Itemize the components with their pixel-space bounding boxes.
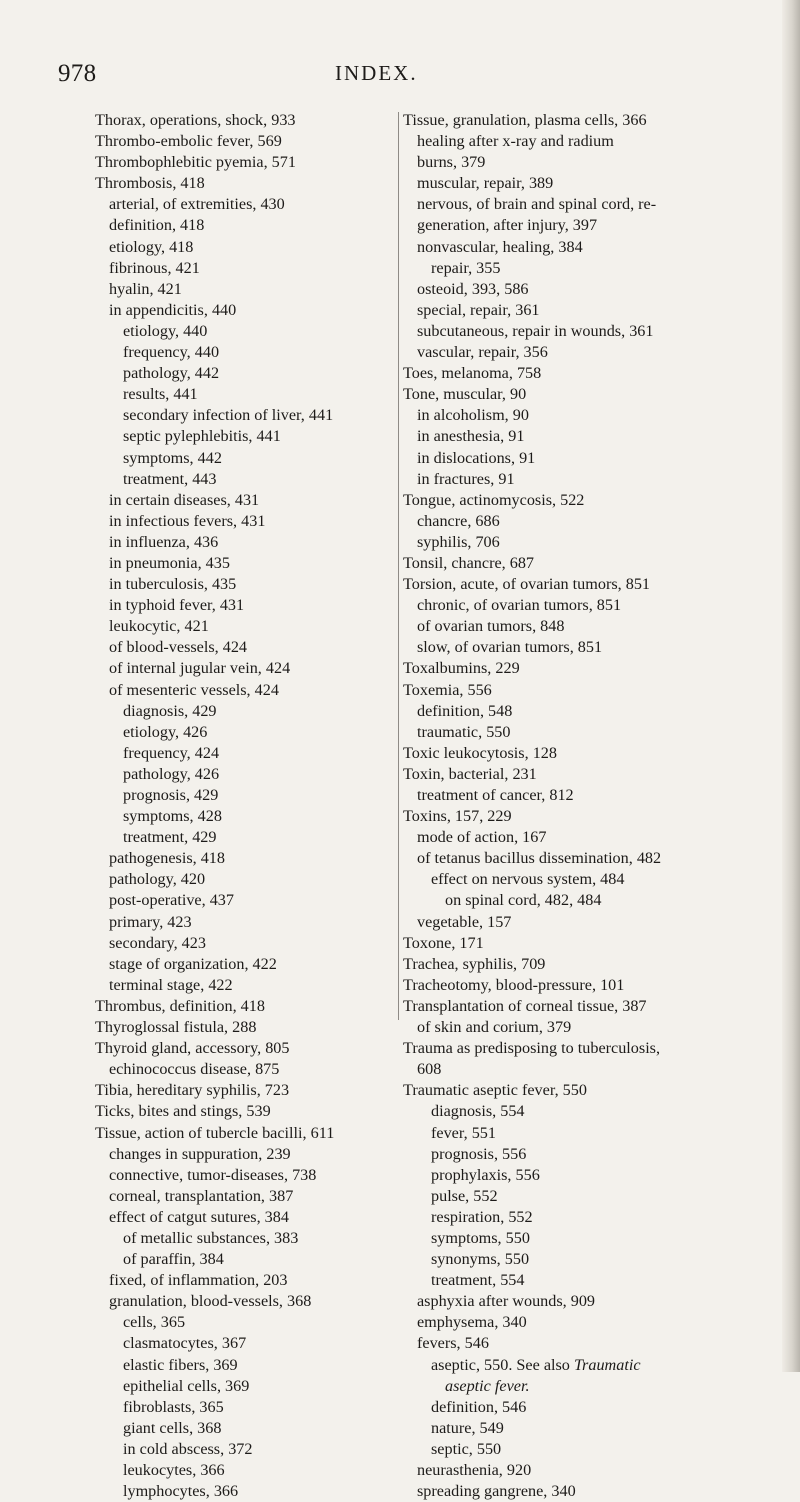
index-entry (95, 1460, 405, 1481)
index-entry (403, 258, 783, 279)
index-entry-text: muscular, repair, 389 (417, 174, 554, 193)
index-entry-text: treatment, 443 (123, 469, 217, 488)
page-header (0, 60, 800, 94)
index-entry-text: aseptic, 550. See also (431, 1355, 574, 1374)
index-entry (403, 701, 783, 722)
index-entry (95, 1249, 405, 1270)
index-entry (403, 1080, 783, 1101)
index-entry-text: Ticks, bites and stings, 539 (95, 1102, 271, 1121)
index-entry-text: secondary infection of liver, 441 (123, 406, 334, 425)
index-entry-text: symptoms, 442 (123, 448, 222, 467)
index-entry (403, 890, 783, 911)
index-entry-text: Tissue, granulation, plasma cells, 366 (403, 111, 647, 129)
index-entry (403, 1270, 783, 1291)
index-entry (403, 1439, 783, 1460)
index-entry-text: Tonsil, chancre, 687 (403, 553, 535, 572)
index-entry-text: vegetable, 157 (417, 912, 512, 931)
index-entry (403, 448, 783, 469)
index-entry-text: Toxin, bacterial, 231 (403, 764, 537, 783)
index-entry (95, 300, 405, 321)
index-entry-text: leukocytes, 366 (123, 1461, 225, 1479)
index-entry-italic: aseptic fever. (445, 1376, 530, 1395)
index-entry (403, 363, 783, 384)
index-entry-text: cells, 365 (123, 1313, 186, 1332)
page-edge-shadow (782, 0, 800, 1372)
index-entry-text: mode of action, 167 (417, 828, 547, 847)
index-entry-text: neurasthenia, 920 (417, 1461, 532, 1479)
index-entry (95, 869, 405, 890)
index-entry (95, 1333, 405, 1354)
index-entry-text: in fractures, 91 (417, 469, 515, 488)
index-entry-text: Torsion, acute, of ovarian tumors, 851 (403, 575, 651, 594)
index-entry (403, 1418, 783, 1439)
index-entry (95, 848, 405, 869)
index-entry-text: Thrombosis, 418 (95, 174, 205, 193)
index-entry-text: definition, 548 (417, 701, 513, 720)
index-entry (403, 680, 783, 701)
index-entry-text: etiology, 426 (123, 722, 208, 741)
index-entry (95, 1144, 405, 1165)
index-entry (95, 215, 405, 236)
index-entry-text: septic pylephlebitis, 441 (123, 427, 281, 446)
index-entry (403, 110, 783, 131)
index-entry-text: clasmatocytes, 367 (123, 1334, 247, 1353)
index-entry-text: in pneumonia, 435 (109, 553, 230, 572)
index-entry (95, 912, 405, 933)
index-entry (403, 1481, 783, 1502)
index-entry-text: definition, 418 (109, 216, 205, 235)
index-entry (95, 237, 405, 258)
index-entry-text: Tissue, action of tubercle bacilli, 611 (95, 1123, 335, 1142)
index-entry (95, 1418, 405, 1439)
index-entry (403, 173, 783, 194)
index-entry (95, 1080, 405, 1101)
index-entry (403, 279, 783, 300)
index-entry (403, 215, 783, 236)
index-entry-text: epithelial cells, 369 (123, 1376, 250, 1395)
index-entry (403, 511, 783, 532)
index-entry-text: pathology, 420 (109, 870, 206, 889)
index-entry (95, 933, 405, 954)
index-entry (403, 616, 783, 637)
index-entry (95, 1355, 405, 1376)
index-entry-text: respiration, 552 (431, 1207, 533, 1226)
index-entry-text: Toxemia, 556 (403, 680, 492, 699)
index-entry (403, 722, 783, 743)
index-entry-text: fevers, 546 (417, 1334, 489, 1353)
index-entry-text: in influenza, 436 (109, 532, 219, 551)
index-entry (403, 405, 783, 426)
index-entry (95, 1228, 405, 1249)
index-entry (95, 553, 405, 574)
index-entry-text: changes in suppuration, 239 (109, 1144, 291, 1163)
index-entry-text: etiology, 418 (109, 237, 194, 256)
index-entry (95, 701, 405, 722)
index-entry-text: diagnosis, 429 (123, 701, 217, 720)
index-entry-text: prognosis, 556 (431, 1144, 527, 1163)
index-entry-text: primary, 423 (109, 912, 192, 931)
index-entry (95, 1312, 405, 1333)
index-entry-text: symptoms, 550 (431, 1228, 530, 1247)
index-entry-italic: Traumatic (573, 1355, 641, 1374)
index-entry (95, 954, 405, 975)
index-entry-text: in appendicitis, 440 (109, 300, 237, 319)
running-head: INDEX. (335, 61, 418, 85)
index-entry-text: on spinal cord, 482, 484 (445, 891, 602, 910)
index-entry (95, 363, 405, 384)
index-entry (95, 1059, 405, 1080)
index-entry (95, 110, 405, 131)
index-entry-text: nature, 549 (431, 1418, 504, 1437)
index-entry (95, 1101, 405, 1122)
index-entry-text: in infectious fevers, 431 (109, 511, 266, 530)
index-entry-text: fixed, of inflammation, 203 (109, 1271, 288, 1290)
index-entry-text: nervous, of brain and spinal cord, re- (417, 195, 657, 214)
index-entry (95, 1270, 405, 1291)
index-entry-text: fibrinous, 421 (109, 258, 200, 277)
index-entry-text: septic, 550 (431, 1439, 502, 1458)
index-entry-text: special, repair, 361 (417, 300, 540, 319)
index-entry-text: asphyxia after wounds, 909 (417, 1292, 596, 1311)
page-number: 978 (58, 60, 97, 87)
index-entry-text: burns, 379 (417, 153, 486, 172)
index-entry (95, 1017, 405, 1038)
index-entry-text: of metallic substances, 383 (123, 1228, 299, 1247)
index-entry-text: arterial, of extremities, 430 (109, 195, 285, 214)
index-entry-text: Tracheotomy, blood-pressure, 101 (403, 975, 625, 994)
index-entry-text: emphysema, 340 (417, 1313, 527, 1332)
column-rule (398, 112, 399, 1020)
index-entry-text: corneal, transplantation, 387 (109, 1186, 294, 1205)
index-entry-text: in dislocations, 91 (417, 448, 536, 467)
index-entry-text: Toxins, 157, 229 (403, 807, 512, 826)
index-entry-text: Toes, melanoma, 758 (403, 364, 542, 383)
index-entry-text: in cold abscess, 372 (123, 1439, 253, 1458)
index-entry (403, 933, 783, 954)
index-entry (403, 1460, 783, 1481)
index-entry (403, 1123, 783, 1144)
index-entry-text: pathogenesis, 418 (109, 849, 225, 868)
index-entry-text: in alcoholism, 90 (417, 406, 529, 425)
index-entry (403, 1059, 783, 1080)
index-entry-text: post-operative, 437 (109, 891, 234, 910)
index-entry-text: healing after x-ray and radium (417, 132, 614, 151)
index-entry (95, 1397, 405, 1418)
index-entry-text: Thyroid gland, accessory, 805 (95, 1039, 290, 1058)
index-entry-text: fibroblasts, 365 (123, 1397, 224, 1416)
index-entry (95, 637, 405, 658)
index-entry-text: pathology, 442 (123, 364, 220, 383)
index-entry (95, 448, 405, 469)
index-entry-text: in tuberculosis, 435 (109, 575, 237, 594)
index-entry (95, 680, 405, 701)
index-entry-text: fever, 551 (431, 1123, 496, 1142)
index-entry (95, 152, 405, 173)
index-entry-text: Thyroglossal fistula, 288 (95, 1018, 257, 1037)
index-entry-text: Thrombo-embolic fever, 569 (95, 132, 282, 151)
index-entry (403, 1312, 783, 1333)
index-entry (403, 532, 783, 553)
index-entry (95, 722, 405, 743)
index-entry-text: leukocytic, 421 (109, 617, 209, 636)
index-entry-text: Thorax, operations, shock, 933 (95, 111, 296, 129)
index-entry (95, 426, 405, 447)
index-entry-text: frequency, 424 (123, 743, 220, 762)
index-entry (403, 1144, 783, 1165)
index-entry (403, 574, 783, 595)
index-entry (95, 1291, 405, 1312)
index-entry (403, 1207, 783, 1228)
index-entry (95, 1207, 405, 1228)
index-entry-text: of mesenteric vessels, 424 (109, 680, 279, 699)
index-entry (403, 1228, 783, 1249)
index-entry (403, 300, 783, 321)
index-entry-text: effect on nervous system, 484 (431, 870, 625, 889)
index-entry-text: 608 (417, 1060, 442, 1079)
index-entry-text: spreading gangrene, 340 (417, 1482, 576, 1501)
index-entry (95, 258, 405, 279)
index-entry (95, 469, 405, 490)
index-entry (95, 616, 405, 637)
index-entry (95, 574, 405, 595)
index-entry-text: traumatic, 550 (417, 722, 511, 741)
index-entry-text: treatment, 429 (123, 828, 217, 847)
index-entry-text: Tone, muscular, 90 (403, 385, 527, 404)
index-entry (403, 426, 783, 447)
index-entry (95, 743, 405, 764)
index-entry-text: granulation, blood-vessels, 368 (109, 1292, 312, 1311)
index-entry (95, 1376, 405, 1397)
index-entry-text: of ovarian tumors, 848 (417, 617, 565, 636)
index-entry-text: generation, after injury, 397 (417, 216, 598, 235)
index-entry-text: definition, 546 (431, 1397, 527, 1416)
index-entry (403, 806, 783, 827)
index-entry-text: prophylaxis, 556 (431, 1165, 540, 1184)
index-entry-text: Trauma as predisposing to tuberculosis, (403, 1039, 661, 1058)
index-entry (95, 806, 405, 827)
index-entry (403, 827, 783, 848)
index-entry-text: Transplantation of corneal tissue, 387 (403, 996, 647, 1015)
index-entry-text: in certain diseases, 431 (109, 490, 260, 509)
index-entry (95, 131, 405, 152)
index-entry (403, 131, 783, 152)
index-entry (403, 975, 783, 996)
index-entry (95, 490, 405, 511)
index-entry (403, 1165, 783, 1186)
index-entry (403, 1397, 783, 1418)
index-entry (403, 954, 783, 975)
index-entry-text: elastic fibers, 369 (123, 1355, 238, 1374)
index-entry (403, 764, 783, 785)
index-entry-text: pathology, 426 (123, 764, 220, 783)
index-entry (95, 658, 405, 679)
index-entry (95, 1481, 405, 1502)
index-entry-text: Trachea, syphilis, 709 (403, 954, 546, 973)
index-entry (403, 1355, 783, 1376)
index-column-right (403, 110, 783, 1502)
index-entry (95, 975, 405, 996)
index-entry-text: Toxone, 171 (403, 933, 484, 952)
index-entry (95, 511, 405, 532)
index-entry (95, 194, 405, 215)
index-entry (403, 637, 783, 658)
index-entry-text: subcutaneous, repair in wounds, 361 (417, 321, 654, 340)
index-entry-text: Tibia, hereditary syphilis, 723 (95, 1081, 290, 1100)
index-entry-text: of blood-vessels, 424 (109, 638, 248, 657)
index-entry (403, 553, 783, 574)
index-entry-text: Tongue, actinomycosis, 522 (403, 490, 585, 509)
index-entry (403, 1291, 783, 1312)
index-entry (403, 743, 783, 764)
index-entry-text: vascular, repair, 356 (417, 343, 548, 362)
index-entry (403, 1333, 783, 1354)
index-entry-text: frequency, 440 (123, 343, 220, 362)
index-entry (95, 785, 405, 806)
index-entry-text: slow, of ovarian tumors, 851 (417, 638, 603, 657)
index-entry (403, 595, 783, 616)
index-entry-text: etiology, 440 (123, 321, 208, 340)
index-entry-text: Traumatic aseptic fever, 550 (403, 1081, 587, 1100)
index-entry-text: terminal stage, 422 (109, 975, 233, 994)
index-entry (403, 152, 783, 173)
index-entry (403, 490, 783, 511)
index-entry-text: of tetanus bacillus dissemination, 482 (417, 849, 662, 868)
index-entry-text: giant cells, 368 (123, 1418, 222, 1437)
index-entry (403, 658, 783, 679)
index-entry (95, 996, 405, 1017)
index-entry (95, 1186, 405, 1207)
index-entry-text: symptoms, 428 (123, 807, 222, 826)
index-entry (95, 1123, 405, 1144)
index-entry-text: Thrombus, definition, 418 (95, 996, 265, 1015)
index-entry-text: in anesthesia, 91 (417, 427, 525, 446)
index-entry-text: in typhoid fever, 431 (109, 596, 245, 615)
index-entry (403, 1038, 783, 1059)
index-entry (403, 1101, 783, 1122)
index-entry-text: prognosis, 429 (123, 786, 219, 804)
index-entry-text: chancre, 686 (417, 511, 500, 530)
index-entry (403, 912, 783, 933)
index-entry (95, 595, 405, 616)
index-entry (403, 469, 783, 490)
index-entry (95, 173, 405, 194)
index-entry-text: stage of organization, 422 (109, 954, 277, 973)
index-entry (403, 237, 783, 258)
index-entry-text: effect of catgut sutures, 384 (109, 1207, 289, 1226)
index-entry-text: Toxalbumins, 229 (403, 659, 520, 678)
index-entry (403, 194, 783, 215)
index-entry (95, 1439, 405, 1460)
index-entry-text: chronic, of ovarian tumors, 851 (417, 596, 622, 615)
index-entry-text: of skin and corium, 379 (417, 1018, 572, 1037)
index-entry-text: Thrombophlebitic pyemia, 571 (95, 153, 296, 172)
index-entry (403, 321, 783, 342)
index-entry (95, 342, 405, 363)
index-entry (403, 785, 783, 806)
index-entry-text: Toxic leukocytosis, 128 (403, 743, 557, 762)
index-entry (95, 1165, 405, 1186)
index-entry-text: lymphocytes, 366 (123, 1482, 239, 1501)
index-entry-text: hyalin, 421 (109, 279, 182, 298)
index-column-left (95, 110, 405, 1502)
index-entry-text: osteoid, 393, 586 (417, 279, 529, 298)
index-entry (403, 1249, 783, 1270)
index-entry (403, 1186, 783, 1207)
index-entry (95, 321, 405, 342)
index-entry-text: diagnosis, 554 (431, 1102, 525, 1121)
index-entry-text: nonvascular, healing, 384 (417, 237, 583, 256)
index-entry (95, 384, 405, 405)
index-entry (403, 996, 783, 1017)
index-entry-text: syphilis, 706 (417, 532, 500, 551)
index-entry (95, 532, 405, 553)
index-entry-text: of internal jugular vein, 424 (109, 659, 291, 678)
index-entry-text: pulse, 552 (431, 1186, 498, 1205)
index-entry (95, 279, 405, 300)
index-entry-text: connective, tumor-diseases, 738 (109, 1165, 317, 1184)
index-entry (95, 890, 405, 911)
index-entry (403, 1017, 783, 1038)
index-entry-text: repair, 355 (431, 258, 501, 277)
index-entry-text: of paraffin, 384 (123, 1250, 224, 1269)
index-entry (403, 869, 783, 890)
index-entry-text: treatment, 554 (431, 1271, 525, 1290)
index-entry (95, 405, 405, 426)
index-entry (95, 827, 405, 848)
index-entry (403, 384, 783, 405)
index-entry-text: secondary, 423 (109, 933, 206, 952)
index-entry (95, 764, 405, 785)
index-entry (403, 342, 783, 363)
index-entry-text: synonyms, 550 (431, 1250, 530, 1269)
index-entry (95, 1038, 405, 1059)
index-entry-text: echinococcus disease, 875 (109, 1060, 280, 1079)
index-entry (403, 1376, 783, 1397)
index-entry-text: treatment of cancer, 812 (417, 786, 574, 804)
index-entry-text: results, 441 (123, 385, 198, 404)
index-entry (403, 848, 783, 869)
